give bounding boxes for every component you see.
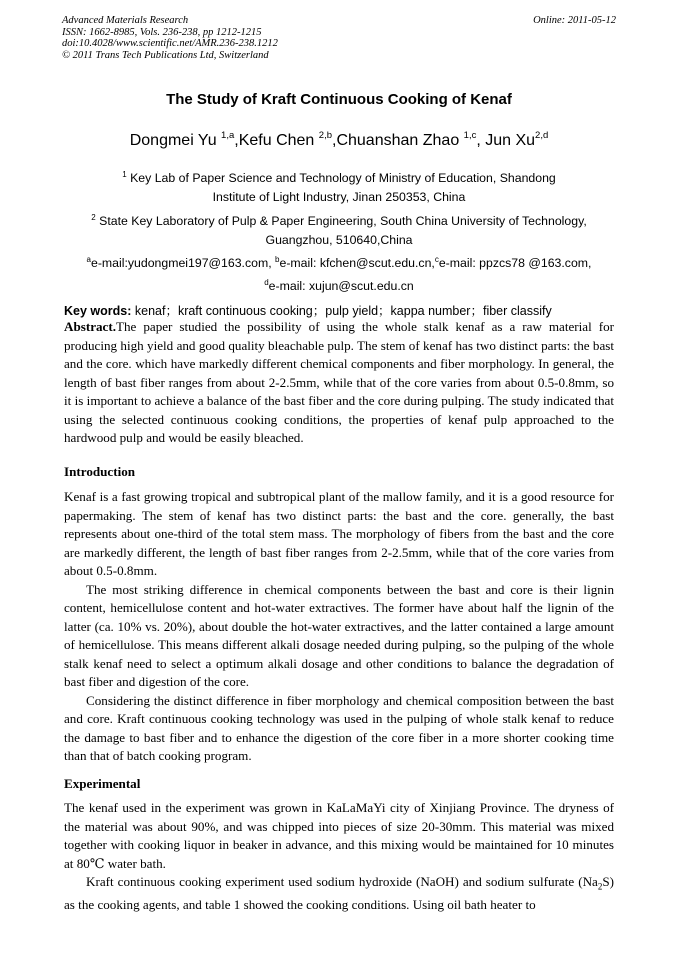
- author-affiliation-sup: 2,b: [318, 130, 332, 141]
- email-c: e-mail: ppzcs78 @163.com,: [438, 256, 592, 270]
- experimental-body: [64, 799, 614, 915]
- affiliation-text: Guangzhou, 510640,China: [265, 233, 413, 247]
- email-sup: a: [86, 255, 91, 264]
- introduction-body: [64, 488, 614, 766]
- affiliation-text: Key Lab of Paper Science and Technology of Ministry of Education, Shandong: [126, 171, 556, 185]
- email-d: e-mail: xujun@scut.edu.cn: [268, 279, 414, 293]
- author-name: Kefu Chen: [238, 132, 319, 149]
- email-line: [60, 250, 618, 273]
- author-name: Dongmei Yu: [129, 132, 222, 149]
- author-affiliation-sup: 1,c: [463, 130, 477, 141]
- author-separator: ,: [476, 132, 486, 149]
- doi-line: doi:10.4028/www.scientific.net/AMR.236-238.1212: [62, 38, 278, 49]
- email-b: e-mail: kfchen@scut.edu.cn,: [279, 256, 435, 270]
- author-separator: ,: [332, 132, 337, 149]
- affiliation-text: State Key Laboratory of Pulp & Paper Engineering, South China University of Technology,: [95, 214, 587, 228]
- paragraph: The kenaf used in the experiment was grown in KaLaMaYi city of Xinjiang Province. The dryness of the material was about 90%, and was chipped into pieces of size 20-30mm. This material was mixed together with cooking liquor in beaker in advance, and this mixing would be maintained for 10 minutes at 80℃ water bath.: [64, 800, 614, 871]
- paragraph-text: Kraft continuous cooking experiment used sodium hydroxide (NaOH) and sodium sulfurate (Na: [86, 874, 598, 889]
- email-line: [60, 273, 618, 296]
- paragraph: The most striking difference in chemical components between the bast and core is their lignin content, hemicellulose content and hot-water extractives. The former have about half the lignin of the latter (ca. 10% vs. 20%), about double the hot-water extractives, and the latter contained a large amount of hemicellulose. This means different alkali dosage needed during pulping, so the pulping of the whole stalk kenaf need to select a optimum alkali dosage and other conditions to balance the degradation of bast fiber and digestion of the core.: [64, 581, 614, 689]
- affiliation-2: [60, 208, 618, 296]
- issn-line: ISSN: 1662-8985, Vols. 236-238, pp 1212-1215: [62, 26, 262, 38]
- paragraph: Kenaf is a fast growing tropical and subtropical plant of the mallow family, and it is a good resource for papermaking. The stem of kenaf has two distinct parts: the bast and the core. generally, the bast represents about one-third of the total stem mass. The morphology of fibers from the bast and the core are markedly different, the length of bast fiber ranges from 2-2.5mm, while that of the core varies from about 0.5-0.8mm.: [64, 489, 614, 578]
- abstract: [64, 318, 614, 448]
- keywords-text: kenaf；kraft continuous cooking；pulp yield；kappa number；fiber classify: [131, 304, 552, 318]
- email-sup: c: [434, 255, 439, 264]
- affiliation-text: Institute of Light Industry, Jinan 250353, China: [212, 190, 466, 204]
- abstract-text: The paper studied the possibility of using the whole stalk kenaf as a raw material for producing high yield and good quality bleachable pulp. The stem of kenaf has two distinct parts: the bast and the core. which have markedly different chemical components and fiber morphology. In general, the length of bast fiber ranges from about 2-2.5mm, while that of the core varies from about 0.5-0.8mm, so it is important to achieve a balance of the bast fiber and the core during pulping. The study indicated that using the selected continuous cooking conditions, the properties of kenaf pulp approached to the hardwood pulp and would be easily bleached.: [64, 319, 614, 445]
- author-affiliation-sup: 1,a: [221, 130, 235, 141]
- journal-header: [62, 15, 616, 61]
- keywords: [64, 301, 624, 319]
- author-affiliation-sup: 2,d: [535, 130, 549, 141]
- email-sup: d: [264, 278, 269, 287]
- online-date: Online: 2011-05-12: [533, 15, 616, 26]
- subscript: 2: [597, 881, 603, 892]
- paragraph: [64, 873, 614, 915]
- keywords-label: Key words:: [64, 304, 132, 318]
- email-a: e-mail:yudongmei197@163.com,: [90, 256, 276, 270]
- paper-title: The Study of Kraft Continuous Cooking of Kenaf: [166, 91, 512, 108]
- section-heading-experimental: Experimental: [64, 776, 141, 791]
- author-separator: ,: [234, 132, 239, 149]
- author-name: Chuanshan Zhao: [336, 132, 464, 149]
- affiliation-number: 2: [91, 213, 96, 222]
- paragraph-text: S) as the cooking agents, and table 1 showed the cooking conditions. Using oil bath heater to: [64, 874, 614, 913]
- email-sup: b: [275, 255, 280, 264]
- affiliation-1: [60, 165, 618, 207]
- affiliation-number: 1: [122, 170, 127, 179]
- copyright-line: © 2011 Trans Tech Publications Ltd, Switzerland: [62, 49, 269, 61]
- section-heading-introduction: Introduction: [64, 464, 136, 479]
- paragraph: Considering the distinct difference in fiber morphology and chemical composition between the bast and core. Kraft continuous cooking technology was used in the pulping of whole stalk kenaf to reduce the damage to bast fiber and to enhance the digestion of the core fiber in a more shorter cooking time than that of batch cooking program.: [64, 692, 614, 763]
- author-name: Jun Xu: [485, 132, 536, 149]
- abstract-label: Abstract.: [64, 319, 116, 334]
- author-list: [0, 130, 678, 150]
- journal-name: Advanced Materials Research: [62, 15, 189, 26]
